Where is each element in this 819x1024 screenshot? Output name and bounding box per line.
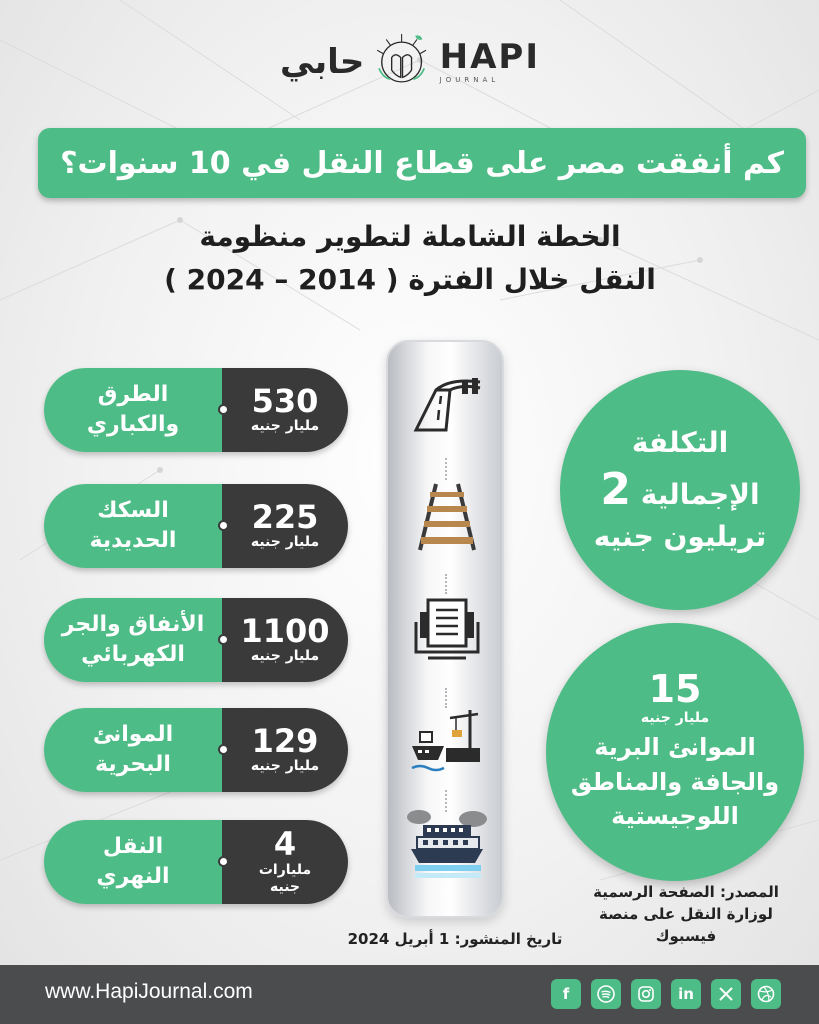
sector-unit: مليارات جنيه (258, 862, 312, 895)
sector-label: الطرق والكباري (44, 368, 222, 452)
publication-date: تاريخ المنشور: 1 أبريل 2024 (347, 930, 563, 948)
total-line3: تريليون جنيه (593, 519, 767, 553)
sector-value: 1100 (240, 611, 330, 650)
column-divider (445, 574, 447, 594)
dry-ports-unit: مليار جنيه (640, 709, 710, 726)
total-line2-text: الإجمالية (640, 478, 760, 512)
total-value: 2 (600, 464, 632, 516)
sector-value-box (222, 708, 348, 792)
sector-value-box (222, 368, 348, 452)
sector-label: الأنفاق والجر الكهربائي (44, 598, 222, 682)
source-note: المصدر: الصفحة الرسمية لوزارة النقل على منصة فيسبوك (593, 883, 779, 945)
sector-value: 530 (251, 381, 319, 420)
dribbble-icon[interactable] (751, 979, 781, 1009)
seaport-icon (410, 704, 484, 778)
website-link[interactable]: www.HapiJournal.com (45, 980, 253, 1003)
title-banner (38, 128, 806, 198)
logo-english-text: HAPI (439, 37, 540, 77)
spotify-icon[interactable] (591, 979, 621, 1009)
dry-ports-desc: الموانئ البرية والجافة والمناطق اللوجيستية (570, 732, 780, 831)
page-title: كم أنفقت مصر على قطاع النقل في 10 سنوات؟ (60, 145, 784, 181)
sector-label: النقل النهري (44, 820, 222, 904)
logo-sub-text: JOURNAL (439, 76, 500, 84)
sector-pill (44, 368, 348, 452)
sector-value-box (222, 598, 348, 682)
sector-label: السكك الحديدية (44, 484, 222, 568)
footer-bar (0, 965, 819, 1024)
transport-icons-column (386, 340, 504, 918)
metro-train-icon (410, 592, 484, 666)
connector-dot (218, 744, 229, 755)
linkedin-icon[interactable]: in (671, 979, 701, 1009)
sector-unit: مليار جنيه (250, 648, 320, 665)
sector-value-box (222, 820, 348, 904)
connector-dot (218, 520, 229, 531)
sector-value-box (222, 484, 348, 568)
dry-ports-circle (546, 623, 804, 881)
total-line1: التكلفة (631, 426, 729, 460)
hapi-emblem-icon (370, 27, 433, 97)
instagram-icon[interactable] (631, 979, 661, 1009)
sector-value: 225 (251, 497, 319, 536)
social-icons (551, 979, 781, 1009)
facebook-icon[interactable]: f (551, 979, 581, 1009)
dry-ports-value: 15 (648, 666, 702, 711)
subtitle-line1: الخطة الشاملة لتطوير منظومة (199, 220, 621, 253)
x-icon[interactable] (711, 979, 741, 1009)
sector-unit: مليار جنيه (250, 534, 320, 551)
subtitle-line2: النقل خلال الفترة ( 2014 – 2024 ) (164, 263, 656, 297)
railway-track-icon (410, 480, 484, 554)
hapi-logo (280, 22, 540, 102)
sector-value: 129 (251, 721, 319, 760)
total-line2 (600, 461, 759, 518)
sector-label: الموانئ البحرية (44, 708, 222, 792)
column-divider (445, 458, 447, 480)
subtitle (100, 215, 720, 302)
road-bridge-icon (410, 364, 484, 438)
total-cost-circle (560, 370, 800, 610)
sector-value: 4 (273, 825, 297, 864)
sector-pill (44, 484, 348, 568)
connector-dot (218, 634, 229, 645)
river-ship-icon (405, 807, 489, 891)
connector-dot (218, 404, 229, 415)
sector-pill (44, 598, 348, 682)
logo-arabic-text: حابي (280, 42, 365, 82)
sector-unit: مليار جنيه (250, 758, 320, 775)
sector-unit: مليار جنيه (250, 418, 320, 435)
connector-dot (218, 856, 229, 867)
sector-pill (44, 708, 348, 792)
sector-pill (44, 820, 348, 904)
